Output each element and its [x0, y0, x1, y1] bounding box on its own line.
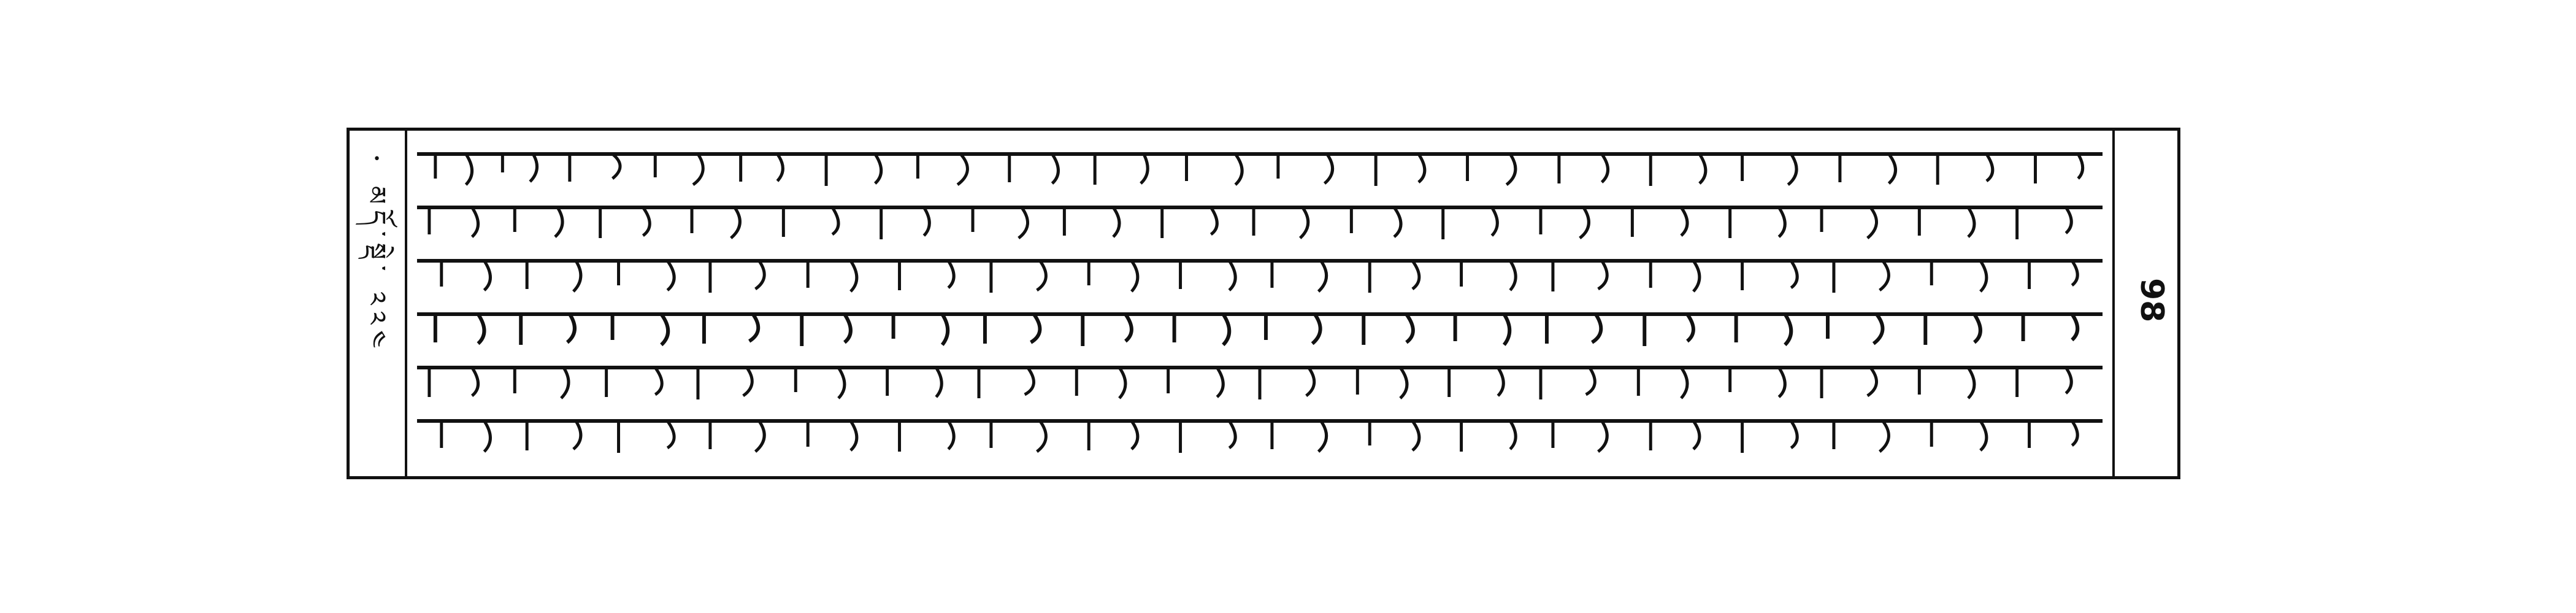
manuscript-page-frame	[347, 128, 2180, 479]
left-margin	[350, 131, 407, 476]
folio-label: མདོ་སྡེ་ ༢༢༤	[361, 186, 392, 355]
script-line-1	[411, 141, 2109, 194]
right-margin	[2112, 131, 2177, 476]
script-line-4	[411, 301, 2109, 354]
script-line-3	[411, 247, 2109, 301]
script-line-6	[411, 407, 2109, 461]
text-block	[411, 141, 2109, 468]
script-line-2	[411, 194, 2109, 247]
script-line-5	[411, 354, 2109, 407]
page-number: 98	[2133, 278, 2170, 323]
margin-marker: •	[373, 152, 381, 167]
